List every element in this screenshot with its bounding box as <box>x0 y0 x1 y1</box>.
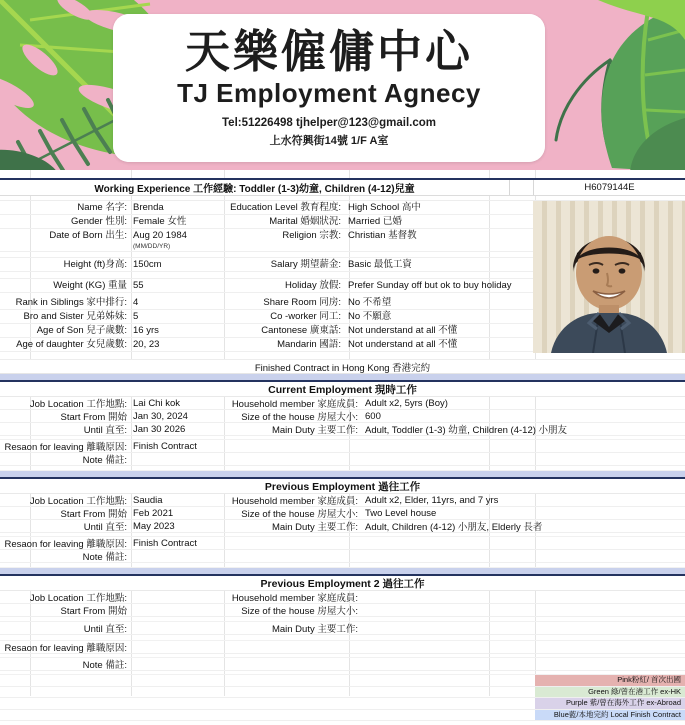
field-label: Height (ft)身高: <box>63 259 127 270</box>
field-value: Jan 30 2026 <box>133 423 186 435</box>
field-value: 4 <box>133 297 139 308</box>
spacer-row <box>0 721 685 725</box>
agency-address: 上水符興街14號 1/F A室 <box>269 134 389 147</box>
section-title-previous-employment-2: Previous Employment 2 過往工作 <box>0 576 685 591</box>
field-value: 5 <box>133 311 139 322</box>
info-row <box>0 453 685 466</box>
field-value: Christian 基督教 <box>348 230 417 241</box>
info-row <box>0 324 533 338</box>
field-label: Until 直至: <box>83 624 127 635</box>
worker-photo <box>533 201 685 353</box>
field-value: Married 已婚 <box>348 216 402 227</box>
info-row <box>0 258 533 272</box>
field-label: Household member 家庭成員: <box>231 593 358 604</box>
field-label: Share Room 同房: <box>263 297 341 308</box>
field-value: Aug 20 1984 <box>133 230 187 241</box>
field-value: Finish Contract <box>133 440 197 452</box>
agency-title-english: TJ Employment Agnecy <box>177 77 481 108</box>
field-value: Adult x2, Elder, 11yrs, and 7 yrs <box>365 494 499 506</box>
field-value: Adult x2, 5yrs (Boy) <box>365 397 448 409</box>
info-row <box>0 229 533 242</box>
dob-format-note: (MM/DD/YR) <box>133 243 171 250</box>
field-value: 16 yrs <box>133 325 159 336</box>
field-value: Saudia <box>133 494 163 506</box>
field-label: Main Duty 主要工作: <box>271 624 358 635</box>
legend-pink-first-time: Pink粉紅/ 首次出國 <box>535 675 685 686</box>
field-label: Household member 家庭成員: <box>231 399 358 410</box>
field-label: Job Location 工作地點: <box>29 593 127 604</box>
info-row <box>0 622 685 635</box>
legend-blue-local-finish: Blue藍/本地完約 Local Finish Contract <box>535 710 685 721</box>
field-label: Religion 宗教: <box>282 230 341 241</box>
empty-cell <box>509 180 533 195</box>
info-row <box>0 310 533 324</box>
field-label: Salary 期望薪金: <box>270 259 341 270</box>
field-label: Size of the house 房屋大小: <box>241 509 358 520</box>
field-label: Rank in Siblings 家中排行: <box>15 297 127 308</box>
field-label: Age of daughter 女兒歲數: <box>16 339 127 350</box>
field-label: Main Duty 主要工作: <box>271 522 358 533</box>
field-value: Prefer Sunday off but ok to buy holiday <box>348 280 512 291</box>
working-experience-row <box>0 180 685 196</box>
personal-info-table <box>0 201 533 353</box>
field-label: Education Level 教育程度: <box>230 202 341 213</box>
field-label: Job Location 工作地點: <box>29 399 127 410</box>
legend-row <box>0 710 685 722</box>
field-value: 600 <box>365 410 381 422</box>
field-value: 55 <box>133 280 144 291</box>
field-label: Size of the house 房屋大小: <box>241 412 358 423</box>
field-label: Resaon for leaving 離職原因: <box>4 442 127 453</box>
field-value: Jan 30, 2024 <box>133 410 188 422</box>
field-label: Mandarin 國語: <box>277 339 341 350</box>
field-label: Note 備註: <box>82 660 127 671</box>
info-row <box>0 520 685 533</box>
agency-banner <box>0 0 685 170</box>
field-label: Start From 開始 <box>60 606 127 617</box>
field-label: Co -worker 同工: <box>270 311 341 322</box>
field-label: Until 直至: <box>83 425 127 436</box>
field-value: 20, 23 <box>133 339 160 350</box>
info-row <box>0 201 533 215</box>
agency-title-chinese: 天樂僱傭中心 <box>184 26 473 78</box>
field-value: Two Level house <box>365 507 437 519</box>
field-value: High School 高中 <box>348 202 421 213</box>
legend-purple-ex-abroad: Purple 紫/曾在海外工作 ex-Abroad <box>535 698 685 709</box>
field-value: Adult, Toddler (1-3) 幼童, Children (4-12) 小朋友 <box>365 425 568 436</box>
personal-info-block <box>0 201 685 353</box>
info-row <box>0 423 685 436</box>
field-value: No 不願意 <box>348 311 392 322</box>
info-row <box>0 604 685 617</box>
finished-contract-note: Finished Contract in Hong Kong 香港完約 <box>0 360 685 374</box>
legend-row <box>0 675 685 687</box>
working-experience-text: Working Experience 工作經驗: Toddler (1-3)幼童, Children (4-12)兒童 <box>0 180 509 195</box>
info-row <box>0 550 685 563</box>
field-label: Gender 性別: <box>71 216 127 227</box>
info-row <box>0 338 533 352</box>
field-value: Basic 最低工資 <box>348 259 412 270</box>
field-value: Not understand at all 不懂 <box>348 339 458 350</box>
field-value: 150cm <box>133 259 162 270</box>
agency-contact: Tel:51226498 tjhelper@123@gmail.com <box>222 116 436 129</box>
legend-row <box>0 687 685 699</box>
field-label: Resaon for leaving 離職原因: <box>4 539 127 550</box>
field-label: Weight (KG) 重量 <box>53 280 127 291</box>
spacer-row <box>0 272 533 279</box>
info-row <box>0 296 533 310</box>
legend-row <box>0 698 685 710</box>
field-label: Until 直至: <box>83 522 127 533</box>
field-label: Size of the house 房屋大小: <box>241 606 358 617</box>
field-label: Name 名字: <box>77 202 127 213</box>
worker-id: H6079144E <box>533 180 685 195</box>
field-label: Resaon for leaving 離職原因: <box>4 643 127 654</box>
field-value: Adult, Children (4-12) 小朋友, Elderly 長者 <box>365 522 543 533</box>
field-value: Feb 2021 <box>133 507 174 519</box>
dob-format-row <box>0 242 533 252</box>
info-row <box>0 279 533 293</box>
field-label: Holiday 放假: <box>285 280 341 291</box>
field-value: Female 女性 <box>133 216 187 227</box>
field-label: Date of Born 出生: <box>49 230 127 241</box>
field-value: Lai Chi kok <box>133 397 180 409</box>
section-title-previous-employment: Previous Employment 過往工作 <box>0 479 685 494</box>
top-divider <box>0 170 685 180</box>
info-row <box>0 215 533 229</box>
field-label: Bro and Sister 兄弟姊妹: <box>23 311 127 322</box>
field-value: No 不希望 <box>348 297 392 308</box>
field-label: Note 備註: <box>82 552 127 563</box>
field-label: Cantonese 廣東話: <box>261 325 341 336</box>
field-label: Main Duty 主要工作: <box>271 425 358 436</box>
field-value: Brenda <box>133 202 164 213</box>
field-label: Start From 開始 <box>60 509 127 520</box>
field-value: Finish Contract <box>133 537 197 549</box>
field-value: Not understand at all 不懂 <box>348 325 458 336</box>
section-title-current-employment: Current Employment 現時工作 <box>0 382 685 397</box>
field-value: May 2023 <box>133 520 175 532</box>
agency-card <box>113 14 545 162</box>
field-label: Household member 家庭成員: <box>231 496 358 507</box>
field-label: Note 備註: <box>82 455 127 466</box>
field-label: Age of Son 兒子歲數: <box>36 325 127 336</box>
info-row <box>0 658 685 671</box>
field-label: Marital 婚姻狀況: <box>269 216 341 227</box>
legend-green-ex-hk: Green 綠/曾在港工作 ex-HK <box>535 687 685 698</box>
info-row <box>0 641 685 654</box>
field-label: Job Location 工作地點: <box>29 496 127 507</box>
field-label: Start From 開始 <box>60 412 127 423</box>
worker-profile-sheet <box>0 170 685 719</box>
